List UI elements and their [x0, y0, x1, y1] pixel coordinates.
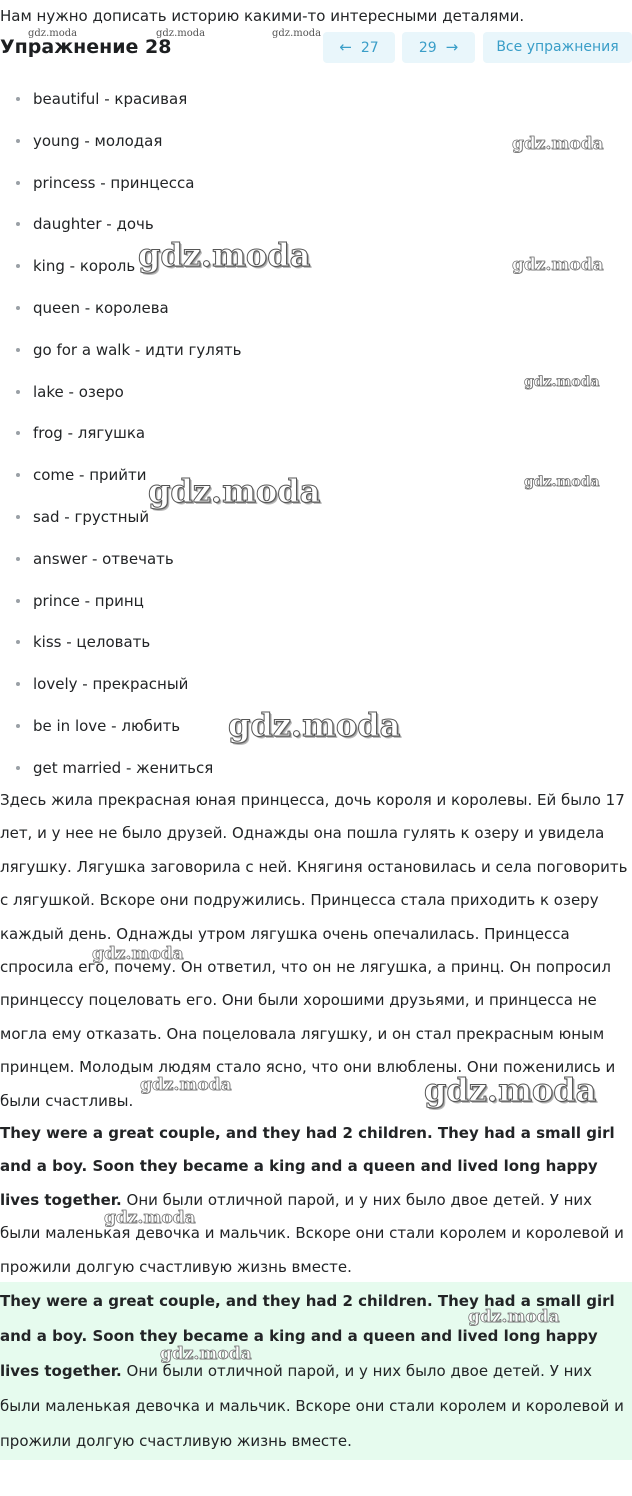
watermark-logo: gdz.moda	[512, 134, 604, 154]
arrow-left-icon: ←	[339, 38, 352, 56]
list-item	[0, 539, 241, 581]
vocab-entry: young - молодая	[33, 131, 163, 150]
watermark-logo: gdz.moda	[28, 28, 78, 39]
list-item	[0, 330, 241, 372]
list-item	[0, 455, 241, 497]
bullet-icon	[16, 557, 20, 561]
list-item	[0, 204, 241, 246]
vocabulary-list	[0, 79, 241, 790]
intro-text: Нам нужно дописать историю какими-то интересными деталями.	[0, 7, 525, 25]
addition-english: They were a great couple, and they had 2 children. They had a small girl and a boy. Soon they became a king and a queen and lived long happy lives together.	[0, 1124, 615, 1209]
bullet-icon	[16, 724, 20, 728]
watermark-logo: gdz.moda	[228, 706, 401, 744]
next-exercise-button[interactable]	[402, 32, 475, 63]
vocab-entry: queen - королева	[33, 298, 169, 317]
bullet-icon	[16, 473, 20, 477]
all-exercises-button[interactable]: Все упражнения	[483, 32, 632, 63]
bullet-icon	[16, 766, 20, 770]
vocab-entry: get married - жениться	[33, 758, 214, 777]
vocab-entry: beautiful - красивая	[33, 90, 188, 108]
vocab-entry: princess - принцесса	[33, 173, 195, 192]
watermark-logo: gdz.moda	[104, 1208, 196, 1228]
bullet-icon	[16, 264, 20, 268]
highlighted-answer	[0, 1282, 632, 1460]
vocab-entry: be in love - любить	[33, 716, 181, 735]
prev-exercise-button[interactable]	[323, 32, 395, 63]
list-item	[0, 163, 241, 205]
bullet-icon	[16, 306, 20, 310]
bullet-icon	[16, 431, 20, 435]
next-exercise-label: 29	[418, 40, 437, 56]
watermark-logo: gdz.moda	[468, 1307, 560, 1327]
bullet-icon	[16, 390, 20, 394]
bullet-icon	[16, 348, 20, 352]
vocab-entry: go for a walk - идти гулять	[33, 340, 242, 359]
list-item	[0, 497, 241, 539]
vocab-entry: answer - отвечать	[33, 549, 174, 568]
highlight-russian: Они были отличной парой, и у них было двое детей. У них были маленькая девочка и мальчик. Вскоре они стали королем и королевой и прожили долгую счастливую жизнь вместе.	[0, 1362, 624, 1450]
bullet-icon	[16, 682, 20, 686]
watermark-logo: gdz.moda	[138, 236, 311, 274]
list-item	[0, 413, 241, 455]
vocab-entry: sad - грустный	[33, 507, 150, 526]
list-item	[0, 581, 241, 623]
bullet-icon	[16, 515, 20, 519]
bullet-icon	[16, 139, 20, 143]
list-item	[0, 622, 241, 664]
bullet-icon	[16, 222, 20, 226]
watermark-logo: gdz.moda	[160, 1344, 252, 1364]
page-title: Упражнение 28	[0, 36, 172, 58]
watermark-logo: gdz.moda	[524, 374, 600, 390]
exercise-header	[0, 30, 632, 64]
vocab-entry: king - король	[33, 257, 136, 276]
story-paragraph: Здесь жила прекрасная юная принцесса, дочь короля и королевы. Ей было 17 лет, и у нее не было друзей. Однажды она пошла гулять к озеру и увидела лягушку. Лягушка заговорила с ней. Княгиня остановилась и села поговорить с лягушкой. Вскоре они подружились. Принцесса стала приходить к озеру каждый день. Однажды утром лягушка очень опечалилась. Принцесса спросила его, почему. Он ответил, что он не лягушка, а принц. Он попросил принцессу поцеловать его. Они были хорошими друзьями, и принцесса не могла ему отказать. Она поцеловала лягушку, и он стал прекрасным юным принцем. Молодым людям стало ясно, что они влюблены. Они поженились и были счастливы.	[0, 791, 628, 1110]
vocab-entry: lake - озеро	[33, 382, 124, 401]
addition-russian: Они были отличной парой, и у них было двое детей. У них были маленькая девочка и мальчик. Вскоре они стали королем и королевой и прожили долгую счастливую жизнь вместе.	[0, 1190, 624, 1276]
watermark-logo: gdz.moda	[512, 255, 604, 275]
bullet-icon	[16, 181, 20, 185]
list-item	[0, 288, 241, 330]
highlight-english: They were a great couple, and they had 2 children. They had a small girl and a boy. Soon they became a king and a queen and lived long happy lives together.	[0, 1292, 615, 1380]
vocab-entry: lovely - прекрасный	[33, 675, 189, 694]
list-item	[0, 79, 241, 121]
bullet-icon	[16, 97, 20, 101]
watermark-logo: gdz.moda	[272, 28, 322, 39]
bullet-icon	[16, 599, 20, 603]
watermark-logo: gdz.moda	[156, 28, 206, 39]
watermark-logo: gdz.moda	[424, 1071, 597, 1109]
list-item	[0, 706, 241, 748]
watermark-logo: gdz.moda	[524, 474, 600, 490]
vocab-entry: kiss - целовать	[33, 633, 151, 652]
watermark-logo: gdz.moda	[148, 472, 321, 510]
list-item	[0, 372, 241, 414]
watermark-logo: gdz.moda	[92, 944, 184, 964]
prev-exercise-label: 27	[360, 40, 379, 56]
watermark-logo: gdz.moda	[140, 1075, 232, 1095]
vocab-entry: come - прийти	[33, 466, 147, 485]
list-item	[0, 664, 241, 706]
list-item	[0, 246, 241, 288]
vocab-entry: daughter - дочь	[33, 215, 154, 234]
vocab-entry: prince - принц	[33, 591, 144, 610]
bullet-icon	[16, 640, 20, 644]
list-item	[0, 121, 241, 163]
vocab-entry: frog - лягушка	[33, 424, 146, 443]
addition-paragraph	[0, 1117, 632, 1284]
arrow-right-icon: →	[445, 38, 459, 56]
